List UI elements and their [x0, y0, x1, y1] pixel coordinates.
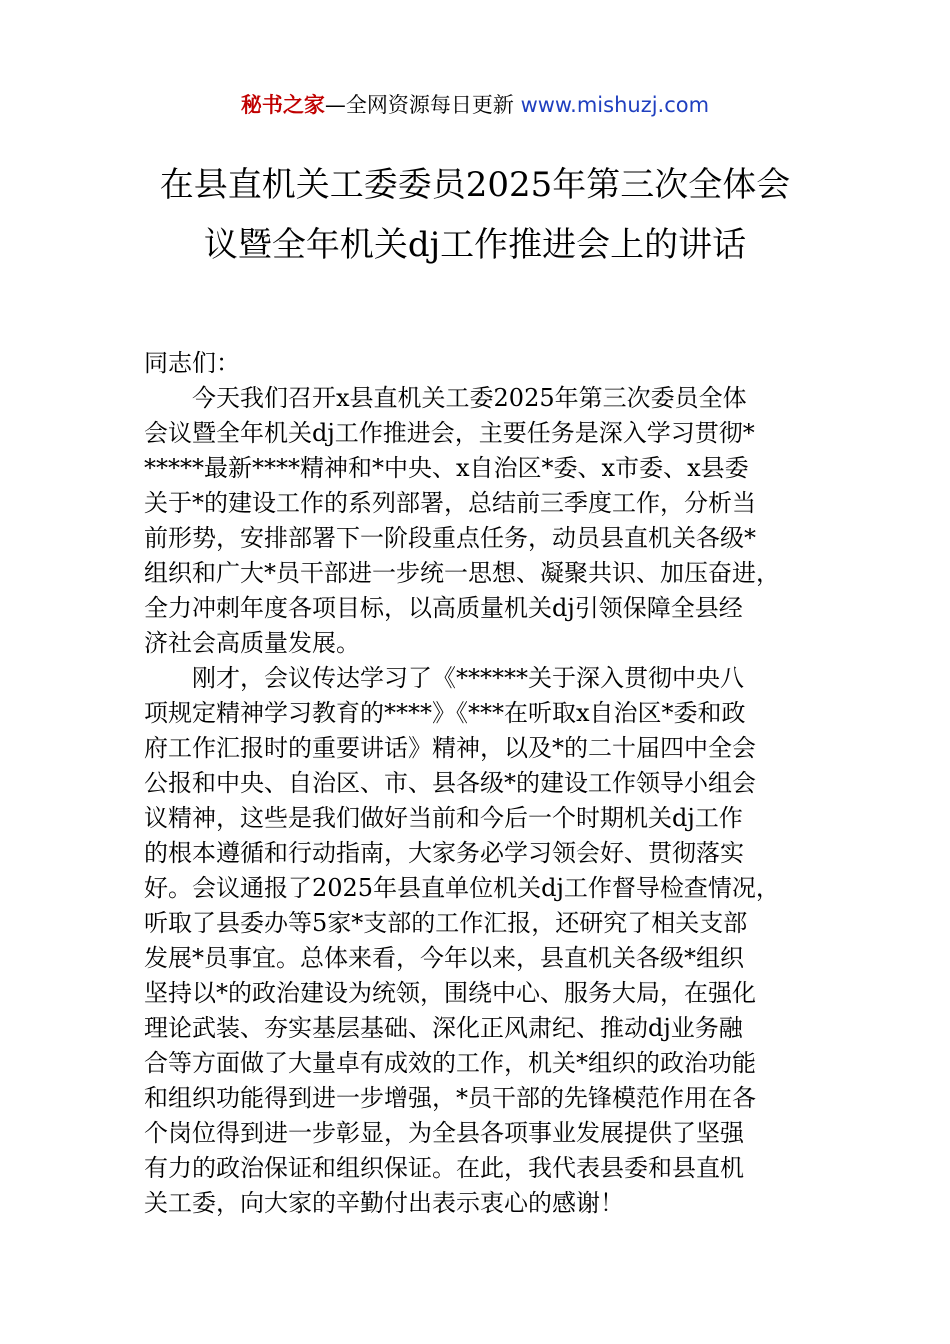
- body-line: 今天我们召开x县直机关工委2025年第三次委员全体: [144, 384, 747, 412]
- title-line: 在县直机关工委委员2025年第三次全体会: [159, 165, 791, 205]
- document-title: [100, 155, 850, 275]
- body-line: 组织和广大*员干部进一步统一思想、凝聚共识、加压奋进，: [144, 559, 780, 587]
- body-line: 和组织功能得到进一步增强，*员干部的先锋模范作用在各: [144, 1084, 756, 1112]
- body-line: 刚才，会议传达学习了《******关于深入贯彻中央八: [144, 664, 744, 692]
- body-line: 关于*的建设工作的系列部署，总结前三季度工作，分析当: [144, 489, 756, 517]
- site-url-link[interactable]: www.mishuzj.com: [520, 93, 710, 117]
- body-line: 议精神，这些是我们做好当前和今后一个时期机关dj工作: [144, 804, 743, 832]
- body-line: 坚持以*的政治建设为统领，围绕中心、服务大局，在强化: [144, 979, 756, 1007]
- body-line: 府工作汇报时的重要讲话》精神，以及*的二十届四中全会: [144, 734, 756, 762]
- body-line: 合等方面做了大量卓有成效的工作，机关*组织的政治功能: [144, 1049, 756, 1077]
- body-line: 听取了县委办等5家*支部的工作汇报，还研究了相关支部: [144, 909, 748, 937]
- body-line: 有力的政治保证和组织保证。在此，我代表县委和县直机: [144, 1154, 744, 1182]
- site-header: [0, 88, 950, 122]
- body-line: 发展*员事宜。总体来看，今年以来，县直机关各级*组织: [144, 944, 744, 972]
- document-body: [144, 346, 808, 1221]
- body-line: 项规定精神学习教育的****》《***在听取x自治区*委和政: [144, 699, 746, 727]
- title-line: 议暨全年机关dj工作推进会上的讲话: [203, 225, 747, 265]
- header-slogan: —全网资源每日更新: [324, 93, 521, 117]
- greeting: 同志们：: [144, 349, 240, 377]
- body-line: 会议暨全年机关dj工作推进会，主要任务是深入学习贯彻*: [144, 419, 755, 447]
- body-line: 的根本遵循和行动指南，大家务必学习领会好、贯彻落实: [144, 839, 744, 867]
- brand-name: 秘书之家: [240, 93, 325, 117]
- body-line: 济社会高质量发展。: [144, 629, 360, 657]
- body-line: 公报和中央、自治区、市、县各级*的建设工作领导小组会: [144, 769, 756, 797]
- body-line: 好。会议通报了2025年县直单位机关dj工作督导检查情况，: [144, 874, 780, 902]
- body-line: 全力冲刺年度各项目标，以高质量机关dj引领保障全县经: [144, 594, 743, 622]
- body-line: 个岗位得到进一步彰显，为全县各项事业发展提供了坚强: [144, 1119, 744, 1147]
- body-line: 理论武装、夯实基层基础、深化正风肃纪、推动dj业务融: [144, 1014, 743, 1042]
- body-line: *****最新****精神和*中央、x自治区*委、x市委、x县委: [144, 454, 749, 482]
- body-line: 关工委，向大家的辛勤付出表示衷心的感谢！: [144, 1189, 624, 1217]
- body-line: 前形势，安排部署下一阶段重点任务，动员县直机关各级*: [144, 524, 756, 552]
